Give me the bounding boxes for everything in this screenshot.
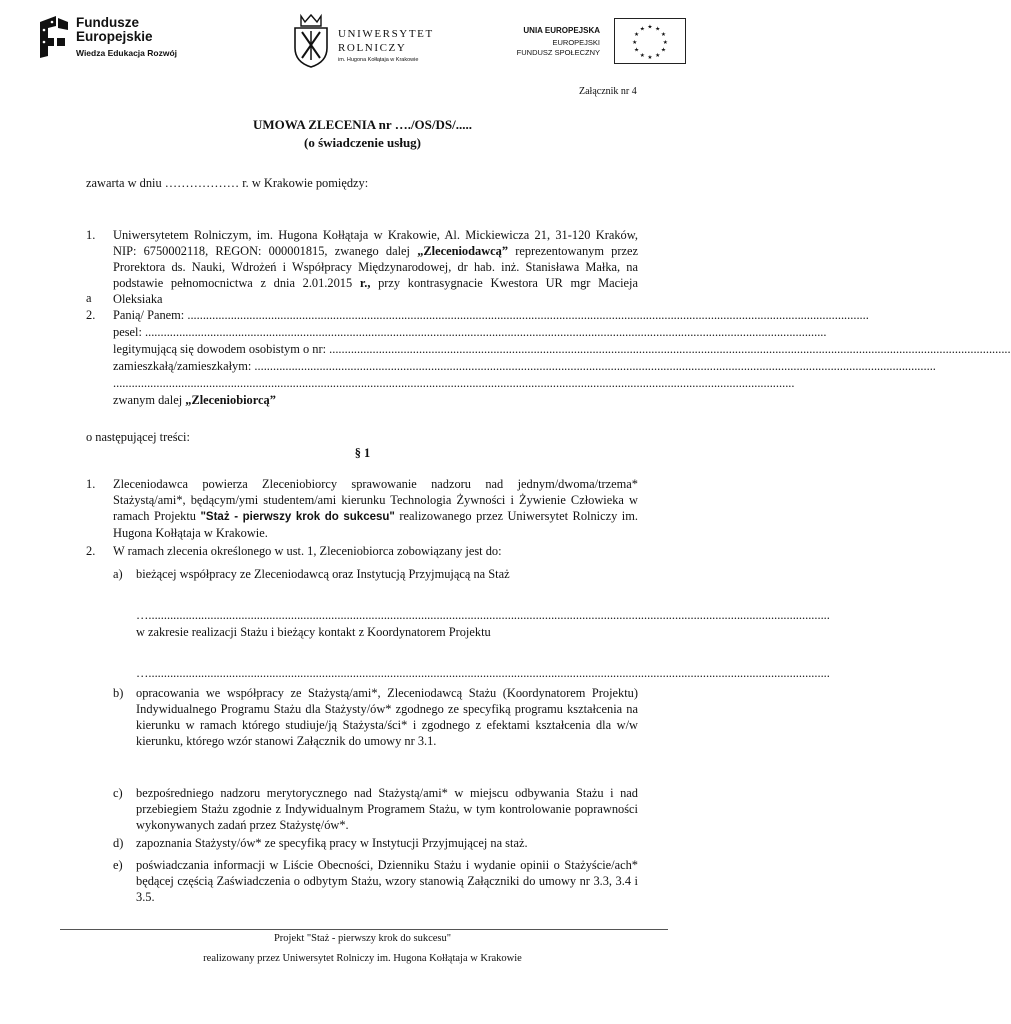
address-label: zamieszkałą/zamieszkałym: bbox=[113, 359, 252, 373]
fe-logo-tagline: Wiedza Edukacja Rozwój bbox=[76, 48, 177, 58]
pesel-label: pesel: bbox=[113, 325, 142, 339]
name-dots: ............................................................................................................................................................................................................................ bbox=[187, 308, 869, 322]
page-title: UMOWA ZLECENIA nr …./OS/DS/..... bbox=[252, 117, 472, 132]
fe-logo-line2: Europejskie bbox=[76, 29, 153, 44]
item-e-label: e) bbox=[113, 858, 123, 872]
called-line bbox=[113, 392, 276, 408]
page-subtitle: (o świadczenie usług) bbox=[304, 135, 421, 150]
footer-line1: Projekt "Staż - pierwszy krok do sukcesu" bbox=[273, 933, 452, 944]
svg-text:★: ★ bbox=[660, 47, 666, 54]
footer-line2: realizowany przez Uniwersytet Rolniczy im. Hugona Kołłątaja w Krakowie bbox=[203, 953, 522, 964]
point1-project: "Staż - pierwszy krok do sukcesu" bbox=[200, 511, 395, 523]
point1-number: 1. bbox=[86, 477, 96, 491]
svg-text:★: ★ bbox=[662, 39, 668, 46]
svg-text:★: ★ bbox=[647, 24, 653, 31]
name-field-row bbox=[113, 307, 869, 323]
section-heading: § 1 bbox=[354, 446, 371, 460]
item-a-dotline-2 bbox=[136, 665, 830, 681]
item-a-dots-2: ............................................................................................................................................................................................................................ bbox=[148, 666, 830, 680]
item-d-text: zapoznania Stażysty/ów* ze specyfiką pracy w Instytucji Przyjmującej na staż. bbox=[136, 836, 528, 850]
footer-divider bbox=[60, 929, 668, 930]
address-dots: ............................................................................................................................................................................................................................ bbox=[254, 359, 936, 373]
svg-text:★: ★ bbox=[647, 55, 653, 62]
party1-text-c: przy kontrasygnacie Kwestora UR mgr Macieja Oleksiaka bbox=[113, 276, 638, 306]
item-a-sub: w zakresie realizacji Stażu i bieżący kontakt z Koordynatorem Projektu bbox=[136, 625, 491, 639]
pesel-field-row bbox=[113, 324, 827, 340]
id-field-row bbox=[113, 341, 1011, 357]
item-a-dots-prefix: … bbox=[136, 608, 149, 622]
item-a-label: a) bbox=[113, 567, 123, 581]
item-c-label: c) bbox=[113, 786, 123, 800]
id-dots: ............................................................................................................................................................................................................................ bbox=[329, 342, 1011, 356]
address-field-row bbox=[113, 358, 936, 374]
point1-text-b: realizowanego przez Uniwersytet Rolniczy im. Hugona Kołłątaja w Krakowie. bbox=[113, 509, 638, 540]
item-b-text: opracowania we współpracy ze Stażystą/ami*, Zleceniodawcą Stażu (Koordynatorem Projektu) Indywidualnego Programu Stażu dla Stażysty/ów* zgodnego ze specyfiką programu kształcenia na kierunku w ramach którego studiuje/ją Stażysta/ści* i zgodnego z efektami kształcenia dla w/w kierunku, którego wzór stanowi Załącznik do umowy nr 3.1. bbox=[136, 686, 638, 748]
fe-logo-icon bbox=[38, 16, 70, 60]
party1-rdot: r., bbox=[359, 276, 371, 290]
ur-logo-line1: UNIWERSYTET bbox=[338, 28, 434, 40]
item-a-dots2-prefix: … bbox=[136, 666, 149, 680]
svg-text:★: ★ bbox=[660, 32, 666, 39]
ur-logo-line2: ROLNICZY bbox=[338, 42, 407, 54]
svg-text:★: ★ bbox=[655, 53, 661, 60]
ue-logo-line3: FUNDUSZ SPOŁECZNY bbox=[516, 48, 600, 57]
university-crest-icon bbox=[292, 14, 330, 68]
fe-logo-line1: Fundusze bbox=[76, 15, 139, 30]
item-c-text: bezpośredniego nadzoru merytorycznego nad Stażystą/ami* w miejscu odbywania Stażu i nad przebiegiem Stażu zgodnie z Indywidualnym Programem Stażu, w tym kontrolowanie poprawności wykonywanych zadań przez Stażystę/ów*. bbox=[136, 786, 638, 832]
party2-number: 2. bbox=[86, 308, 96, 322]
item-a-dotline bbox=[136, 607, 830, 623]
item-a-text: bieżącej współpracy ze Zleceniodawcą oraz Instytucją Przyjmującą na Staż bbox=[136, 567, 510, 581]
svg-text:★: ★ bbox=[655, 26, 661, 33]
point2-number: 2. bbox=[86, 544, 96, 558]
party1-number: 1. bbox=[86, 228, 96, 242]
fundusze-europejskie-logo bbox=[38, 16, 188, 66]
point1-text-a: Zleceniodawca powierza Zleceniobiorcy sprawowanie nadzoru nad jednym/dwoma/trzema* Stażystą/ami*, będącym/ymi studentem/ami kierunku Technologia Żywności i Żywienie Człowieka w ramach Projektu bbox=[113, 477, 638, 523]
called-text: zwanym dalej bbox=[113, 393, 186, 407]
point2-text: W ramach zlecenia określonego w ust. 1, Zleceniobiorca zobowiązany jest do: bbox=[113, 544, 502, 558]
uniwersytet-rolniczy-logo bbox=[292, 14, 442, 70]
party1-role: „Zleceniodawcą” bbox=[417, 244, 509, 258]
called-role: „Zleceniobiorcą” bbox=[185, 393, 276, 407]
party1-text-a: Uniwersytetem Rolniczym, im. Hugona Kołłątaja w Krakowie, Al. Mickiewicza 21, 31-120 Kraków, NIP: 6750002118, REGON: 000001815, zwanego dalej bbox=[113, 228, 638, 258]
svg-text:★: ★ bbox=[634, 32, 640, 39]
svg-text:★: ★ bbox=[634, 47, 640, 54]
svg-text:★: ★ bbox=[639, 53, 645, 60]
ur-logo-line3: im. Hugona Kołłątaja w Krakowie bbox=[338, 57, 419, 63]
pesel-dots: ............................................................................................................................................................................................................................ bbox=[145, 325, 827, 339]
following-text: o następującej treści: bbox=[86, 430, 190, 444]
ue-logo-line2: EUROPEJSKI bbox=[552, 38, 600, 47]
svg-text:★: ★ bbox=[639, 26, 645, 33]
party1-paragraph bbox=[113, 227, 638, 307]
party1-text-b: reprezentowanym przez Prorektora ds. Nauki, Wdrożeń i Współpracy Międzynarodowej, dr hab. inż. Stanisława Małka, na podstawie pełnomocnictwa z dnia 2.01.2015 bbox=[113, 244, 638, 290]
item-a-dots: ............................................................................................................................................................................................................................ bbox=[148, 608, 830, 622]
address-continuation-row bbox=[113, 375, 795, 391]
eu-flag-icon bbox=[614, 18, 686, 64]
name-label: Panią/ Panem: bbox=[113, 308, 185, 322]
id-label: legitymującą się dowodem osobistym o nr: bbox=[113, 342, 327, 356]
unia-europejska-logo bbox=[506, 18, 686, 68]
intro-text: zawarta w dniu ……………… r. w Krakowie pomiędzy: bbox=[86, 176, 369, 190]
ue-logo-line1: UNIA EUROPEJSKA bbox=[523, 26, 600, 35]
item-b-label: b) bbox=[113, 686, 124, 700]
address-dots-2: ............................................................................................................................................................................................................................ bbox=[113, 376, 795, 390]
item-d-label: d) bbox=[113, 836, 124, 850]
and-text: a bbox=[86, 291, 92, 305]
attachment-label: Załącznik nr 4 bbox=[579, 86, 637, 97]
point1-paragraph bbox=[113, 476, 638, 541]
item-e-text: poświadczania informacji w Liście Obecności, Dzienniku Stażu i wydanie opinii o Stażyście/ach* będącej częścią Zaświadczenia o odbytym Stażu, wzory stanowią Załączniki do umowy nr 3.3, 3.4 i 3.5. bbox=[136, 858, 638, 904]
svg-text:★: ★ bbox=[632, 39, 638, 46]
